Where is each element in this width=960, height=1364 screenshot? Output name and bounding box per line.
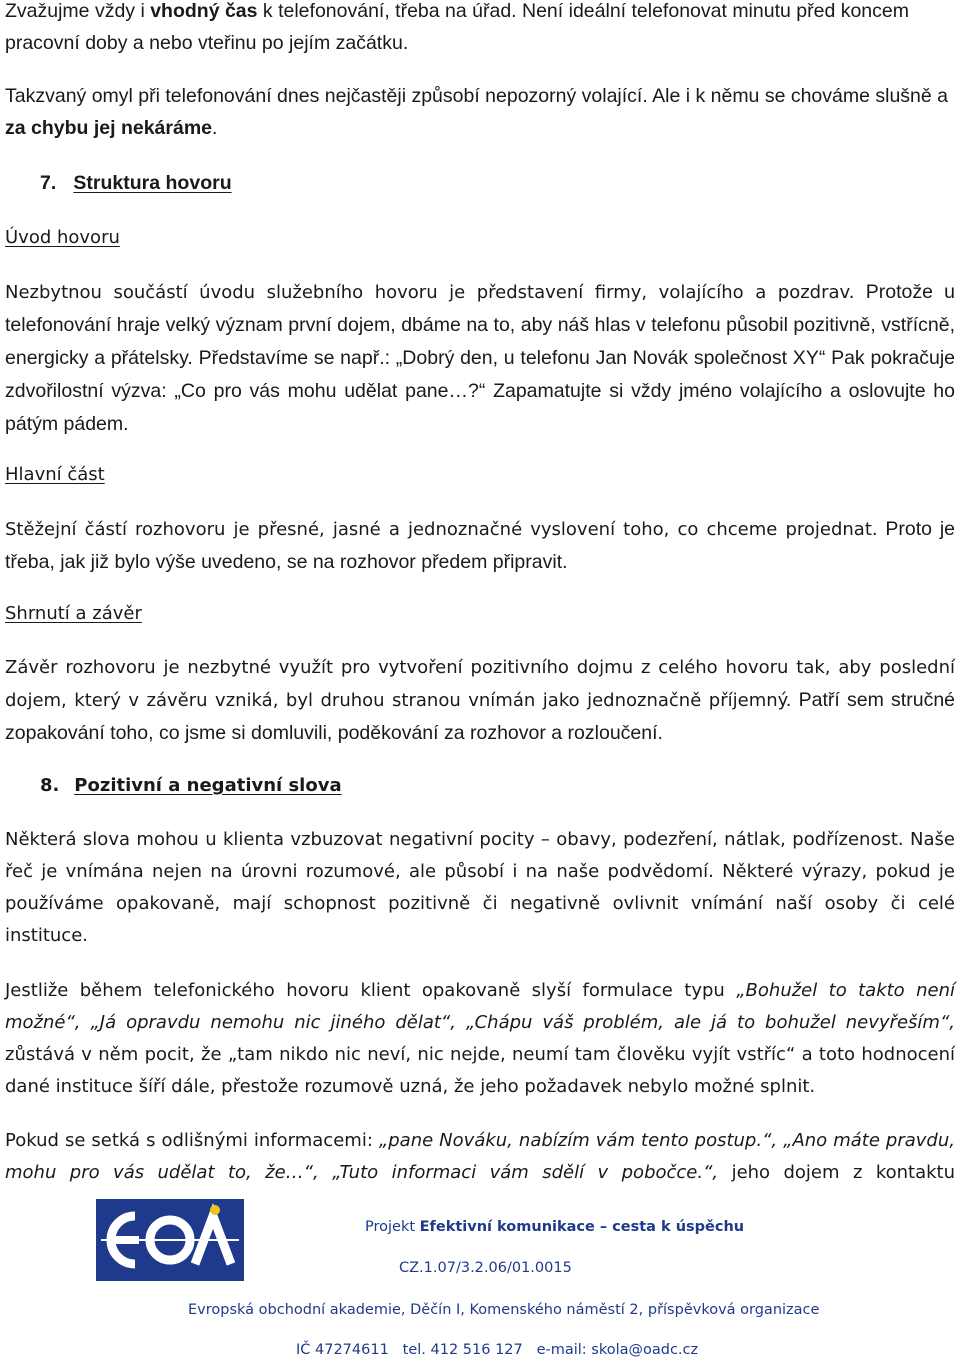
paragraph-main <box>5 513 955 579</box>
paragraph-negative <box>5 975 955 1103</box>
footer-school: Evropská obchodní akademie, Děčín I, Komenského náměstí 2, příspěvková organizace <box>188 1302 820 1318</box>
emphasis: za chybu jej nekáráme <box>5 117 213 139</box>
text: Takzvaný omyl při telefonování dnes nejčastěji způsobí nepozorný volající. Ale i k němu se chováme slušně a <box>5 85 949 107</box>
text: Pokud se setká s odlišnými informacemi: <box>5 1130 379 1151</box>
text: Zvažujme vždy i <box>5 0 151 22</box>
heading-number: 7. <box>40 172 57 194</box>
text: Proto je třeba, jak již bylo výše uvedeno, se na rozhovor předem připravit. <box>5 518 955 573</box>
text: . <box>212 117 218 139</box>
text: zůstává v něm pocit, že „tam nikdo nic neví, nic nejde, neumí tam člověku vyjít vstříc“ a toto hodnocení dané instituce šíří dále, přestože rozumově uzná, že jeho požadavek nebylo možné splnit. <box>5 1044 955 1097</box>
page-footer <box>0 1198 960 1364</box>
heading-8 <box>40 770 960 802</box>
heading-number: 8. <box>40 775 60 796</box>
quote: „pane Nováku, nabízím vám tento postup.“, „Ano máte pravdu, mohu pro vás udělat to, že…“, „Tuto informaci vám sdělí v pobočce.“, <box>5 1130 955 1183</box>
text: Nezbytnou součástí úvodu služebního hovoru je představení firmy, volajícího a pozdrav. <box>5 282 855 303</box>
paragraph-words <box>5 824 955 952</box>
paragraph-wrong-number <box>5 80 955 144</box>
text: Stěžejní částí rozhovoru je přesné, jasné a jednoznačné vyslovení toho, co chceme projednat. <box>5 519 878 540</box>
text: Některá slova mohou u klienta vzbuzovat negativní pocity – obavy, podezření, nátlak, podřízenost. Naše řeč je vnímána nejen na úrovni rozumové, ale působí i na naše podvědomí. <box>5 829 955 882</box>
text: Závěr rozhovoru je nezbytné využít pro vytvoření pozitivního dojmu z celého hovoru tak, aby poslední dojem, který v závěru vzniká, byl druhou stranou vnímán jako jednoznačně příjemný. <box>5 657 955 711</box>
heading-title: Pozitivní a negativní slova <box>74 775 342 796</box>
logo-star <box>210 1205 220 1215</box>
paragraph-timing <box>5 0 955 59</box>
footer-contact: IČ 47274611 tel. 412 516 127 e-mail: skola@oadc.cz <box>296 1342 699 1358</box>
project-name: Efektivní komunikace – cesta k úspěchu <box>419 1219 745 1235</box>
subheading-main: Hlavní část <box>5 464 105 485</box>
text: Projekt <box>365 1219 420 1235</box>
text: Protože u telefonování hraje velký význam první dojem, dbáme na to, aby náš hlas v telefonu působil pozitivně, vstřícně, energicky a přátelsky. Představíme se např.: „Dobrý den, u telefonu Jan Novák společnost XY“ Pak pokračuje zdvořilostní výzva: „Co pro vás mohu udělat pane…?“ Zapamatujte si vždy jméno volajícího a oslovujte ho pátým pádem. <box>5 281 956 435</box>
paragraph-intro <box>5 276 955 441</box>
quote: „Bohužel to takto není možné“, „Já opravdu nemohu nic jiného dělat“, „Chápu váš problém, ale já to bohužel nevyřeším“, <box>5 980 955 1033</box>
heading-7 <box>40 167 960 199</box>
footer-project <box>365 1219 744 1235</box>
subheading-summary: Shrnutí a závěr <box>5 603 142 624</box>
paragraph-summary <box>5 652 955 750</box>
heading-title: Struktura hovoru <box>73 172 232 194</box>
text: jeho dojem z kontaktu <box>718 1162 956 1183</box>
text: Patří sem stručné zopakování toho, co jsme si domluvili, poděkování za rozhovor a rozloučení. <box>5 689 956 744</box>
emphasis: vhodný čas <box>150 0 258 22</box>
text: Jestliže během telefonického hovoru klient opakovaně slyší formulace typu <box>5 980 737 1001</box>
subheading-intro: Úvod hovoru <box>5 227 120 248</box>
text: k telefonování, třeba na úřad. Není ideální telefonovat minutu před koncem pracovní doby a nebo vteřinu po jejím začátku. <box>5 0 909 54</box>
text: Některé výrazy, pokud je používáme opakovaně, mají schopnost pozitivně či negativně ovlivnit vnímání naší osoby či celé instituce. <box>5 861 955 946</box>
footer-reg-number: CZ.1.07/3.2.06/01.0015 <box>399 1260 572 1276</box>
paragraph-positive <box>5 1125 955 1189</box>
school-logo <box>95 1198 245 1282</box>
